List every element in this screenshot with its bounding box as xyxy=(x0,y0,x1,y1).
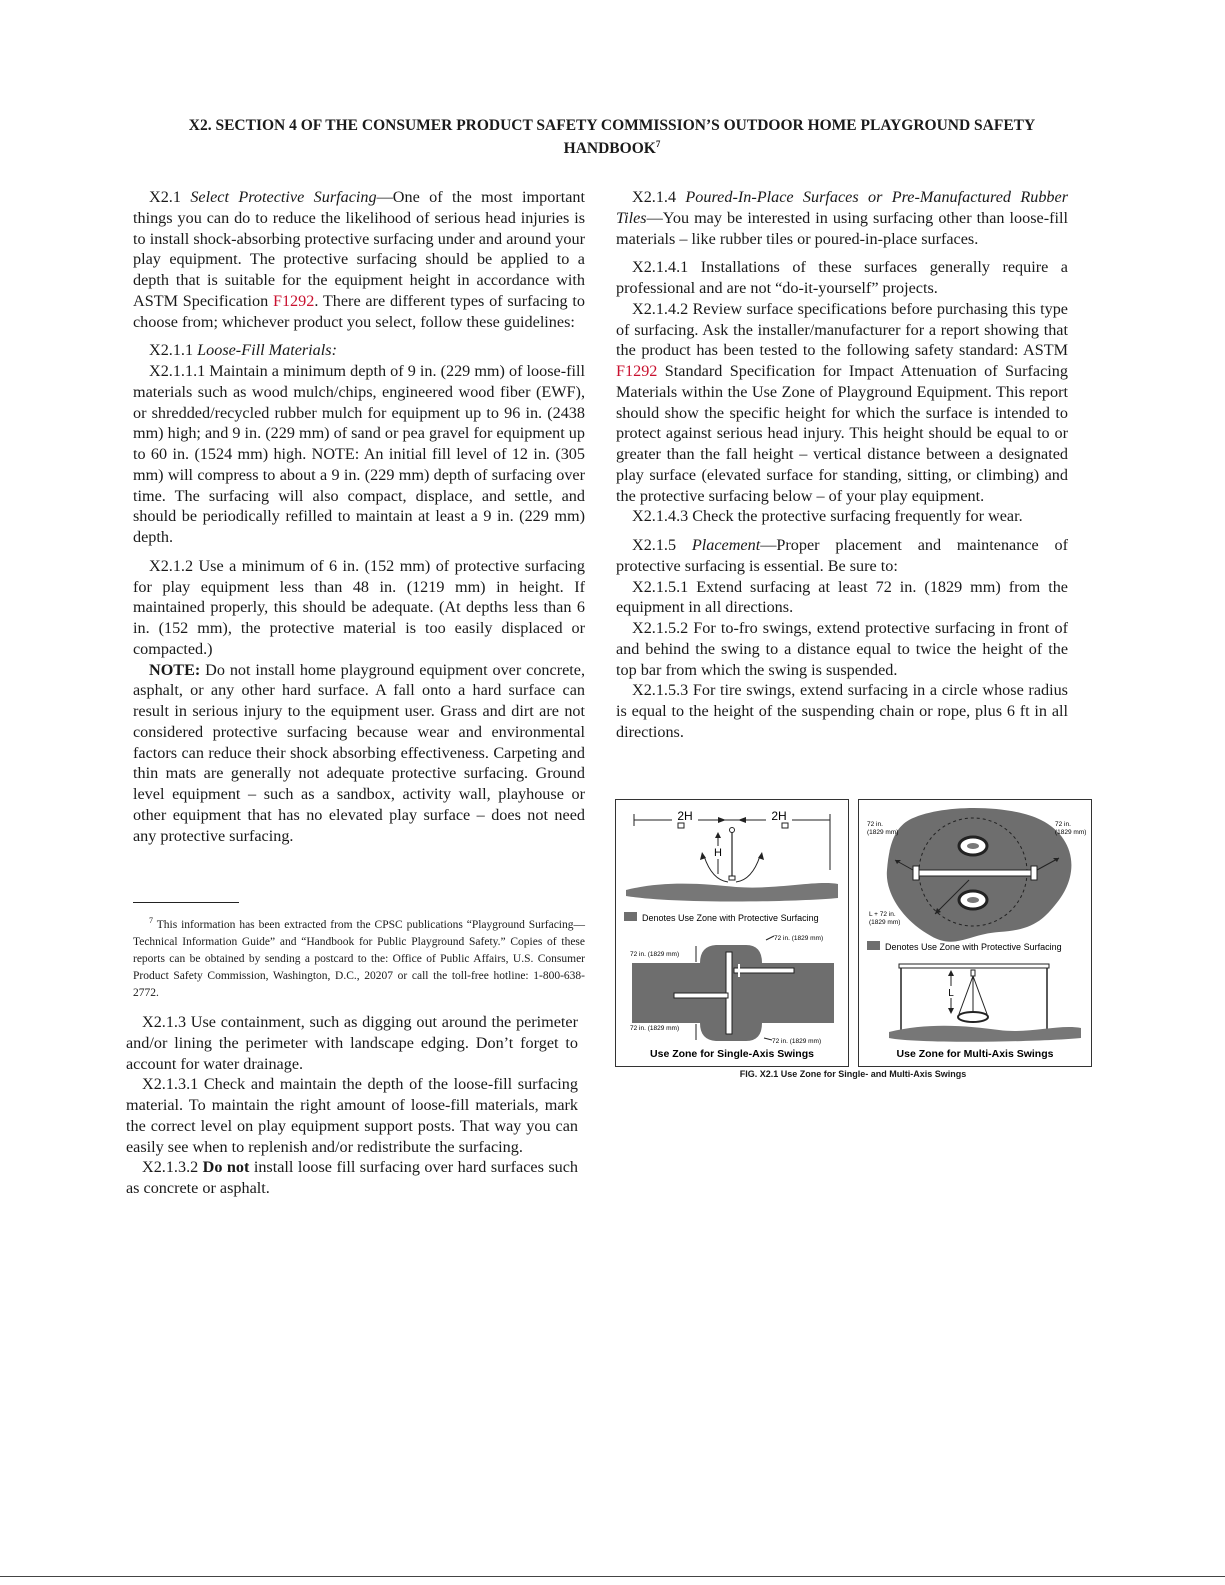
paragraph-x2-1: X2.1 Select Protective Surfacing—One of the most important things you can do to reduce the likelihood of serious head injuries is to install shock-absorbing protective surfacing under and around your play equipment. The protective surfacing should be applied to a depth that is suitable for the equipment height in accordance with ASTM Specification F1292. There are different types of surfacing to choose from; whichever product you select, follow these guidelines: xyxy=(133,188,585,331)
heading-line-2: HANDBOOK xyxy=(563,140,656,158)
heading-line-1: X2. SECTION 4 OF THE CONSUMER PRODUCT SAFETY COMMISSION’S OUTDOOR HOME PLAYGROUND SAFETY xyxy=(188,117,1036,134)
paragraph-x2-1-3-1: X2.1.3.1 Check and maintain the depth of the loose-fill surfacing material. To maintain the right amount of loose-fill materials, mark the correct level on play equipment support posts. That way you can easily see when to replenish and/or redistribute the surfacing. xyxy=(126,1075,578,1156)
paragraph-title: Loose-Fill Materials: xyxy=(197,341,337,360)
left-column xyxy=(133,187,585,846)
paragraph-x2-1-5-2: X2.1.5.2 For to-fro swings, extend protective surfacing in front of and behind the swing to a distance equal to twice the height of the top bar from which the swing is suspended. xyxy=(616,619,1068,679)
dim-bottom-right: 72 in. (1829 mm) xyxy=(772,1038,822,1045)
dim-l: L xyxy=(948,988,954,999)
paragraph-x2-1-1: X2.1.1 Loose-Fill Materials: xyxy=(149,341,337,360)
dim-bottom-left: 72 in. (1829 mm) xyxy=(630,1025,680,1032)
paragraph-title: Placement xyxy=(691,536,761,554)
left-column-continued xyxy=(126,1012,578,1199)
paragraph-x2-1-5-1: X2.1.5.1 Extend surfacing at least 72 in. (1829 mm) from the equipment in all directions. xyxy=(616,577,1068,617)
paragraph-x2-1-4-1: X2.1.4.1 Installations of these surfaces generally require a professional and are not “do-it-yourself” projects. xyxy=(616,258,1068,297)
note-paragraph: NOTE: Do not install home playground equipment over concrete, asphalt, or any other hard surface. A fall onto a hard surface can result in serious injury to the equipment user. Grass and dirt are not considered protective surfacing because wear and environmental factors can reduce their shock absorbing effectiveness. Carpeting and thin mats are generally not adequate protective surfacing. Ground level equipment – such as a sandbox, activity wall, playhouse or other equipment that has no elevated play surface – does not need any protective surfacing. xyxy=(133,660,585,845)
dim-left-1: 72 in. xyxy=(867,821,883,828)
single-axis-swing-diagram xyxy=(616,800,848,1066)
paragraph-x2-1-4: X2.1.4 Poured-In-Place Surfaces or Pre-Manufactured Rubber Tiles—You may be interested in using surfacing other than loose-fill materials – like rubber tiles or poured-in-place surfaces. xyxy=(616,188,1068,248)
footnote-divider xyxy=(133,902,239,903)
dim-radius-1: L + 72 in. xyxy=(869,911,896,918)
paragraph-x2-1-4-2: X2.1.4.2 Review surface specifications before purchasing this type of surfacing. Ask the installer/manufacturer for a report showing that the product has been tested to the following safety standard: ASTM F1292 Standard Specification for Impact Attenuation of Surfacing Materials within the Use Zone of Playground Equipment. This report should show the specific height for which the surface is intended to protect against serious head injury. This height should be equal to or greater than the fall height – vertical distance between a designated play surface (elevated surface for standing, sitting, or climbing) and the protective surfacing below – of your play equipment. xyxy=(616,299,1068,505)
note-label: NOTE: xyxy=(149,660,201,679)
dim-right-2: (1829 mm) xyxy=(1055,829,1087,836)
paragraph-x2-1-2: X2.1.2 Use a minimum of 6 in. (152 mm) of protective surfacing for play equipment less than 48 in. (1219 mm) in height. If maintained properly, this should be adequate. (At depths less than 6 in. (152 mm), the protective material is too easily displaced or compacted.) xyxy=(133,556,585,658)
heading-footnote-marker: 7 xyxy=(655,139,661,149)
legend-use-zone: Denotes Use Zone with Protective Surfacing xyxy=(642,913,819,923)
right-column xyxy=(616,187,1068,743)
paragraph-x2-1-1-1: X2.1.1.1 Maintain a minimum depth of 9 in. (229 mm) of loose-fill materials such as wood mulch/chips, engineered wood fiber (EWF), or shredded/recycled rubber mulch for equipment up to 96 in. (2438 mm) high; and 9 in. (229 mm) of sand or pea gravel for equipment up to 60 in. (1524 mm) high. NOTE: An initial fill level of 12 in. (305 mm) will compress to about a 9 in. (229 mm) depth of surfacing over time. The surfacing will also compact, displace, and settle, and should be periodically refilled to maintain at least a 9 in. (229 mm) depth. xyxy=(133,362,585,546)
dim-2h-left: 2H xyxy=(677,809,693,823)
dim-h: H xyxy=(714,847,722,859)
paragraph-x2-1-4-3: X2.1.4.3 Check the protective surfacing frequently for wear. xyxy=(632,507,1023,526)
legend-use-zone: Denotes Use Zone with Protective Surfacing xyxy=(885,942,1062,952)
dim-2h-right: 2H xyxy=(771,809,787,823)
paragraph-x2-1-3: X2.1.3 Use containment, such as digging out around the perimeter and/or lining the perimeter with landscape edging. Don’t forget to account for water drainage. xyxy=(126,1013,578,1073)
footnote-marker: 7 xyxy=(149,916,153,925)
figure-panel-multi-axis xyxy=(858,799,1092,1067)
reference-link-f1292[interactable]: F1292 xyxy=(272,291,315,310)
dim-top-right: 72 in. (1829 mm) xyxy=(774,935,824,942)
paragraph-x2-1-5-3: X2.1.5.3 For tire swings, extend surfacing in a circle whose radius is equal to the height of the suspending chain or rope, plus 6 ft in all directions. xyxy=(616,681,1068,741)
reference-link-f1292[interactable]: F1292 xyxy=(616,362,658,380)
dim-top-left: 72 in. (1829 mm) xyxy=(630,951,680,958)
paragraph-x2-1-5: X2.1.5 Placement—Proper placement and maintenance of protective surfacing is essential. Be sure to: xyxy=(616,536,1068,575)
figure-panel-single-axis xyxy=(615,799,849,1067)
footnote-text: This information has been extracted from the CPSC publications “Playground Surfacing—Technical Information Guide” and “Handbook for Public Playground Safety.” Copies of these reports can be obtained by sending a postcard to the: Office of Public Affairs, U.S. Consumer Product Safety Commission, Washington, D.C., 20207 or call the toll-free hotline: 1-800-638-2772. xyxy=(133,918,585,999)
paragraph-title: Poured-In-Place Surfaces or Pre-Manufactured Rubber Tiles xyxy=(616,188,1068,227)
paragraph-title: Select Protective Surfacing xyxy=(190,188,377,206)
dim-left-2: (1829 mm) xyxy=(867,829,899,836)
paragraph-x2-1-3-2: X2.1.3.2 Do not install loose fill surfacing over hard surfaces such as concrete or asphalt. xyxy=(126,1158,578,1197)
dim-radius-2: (1829 mm) xyxy=(869,919,901,926)
multi-axis-swing-diagram xyxy=(859,800,1091,1066)
section-heading xyxy=(130,116,1094,158)
page-bottom-border xyxy=(0,1576,1225,1577)
dim-right-1: 72 in. xyxy=(1055,821,1071,828)
figure-caption: FIG. X2.1 Use Zone for Single- and Multi-Axis Swings xyxy=(739,1069,967,1079)
panel-title-single-axis: Use Zone for Single-Axis Swings xyxy=(650,1048,814,1060)
footnote xyxy=(133,912,585,1002)
panel-title-multi-axis: Use Zone for Multi-Axis Swings xyxy=(896,1048,1054,1060)
